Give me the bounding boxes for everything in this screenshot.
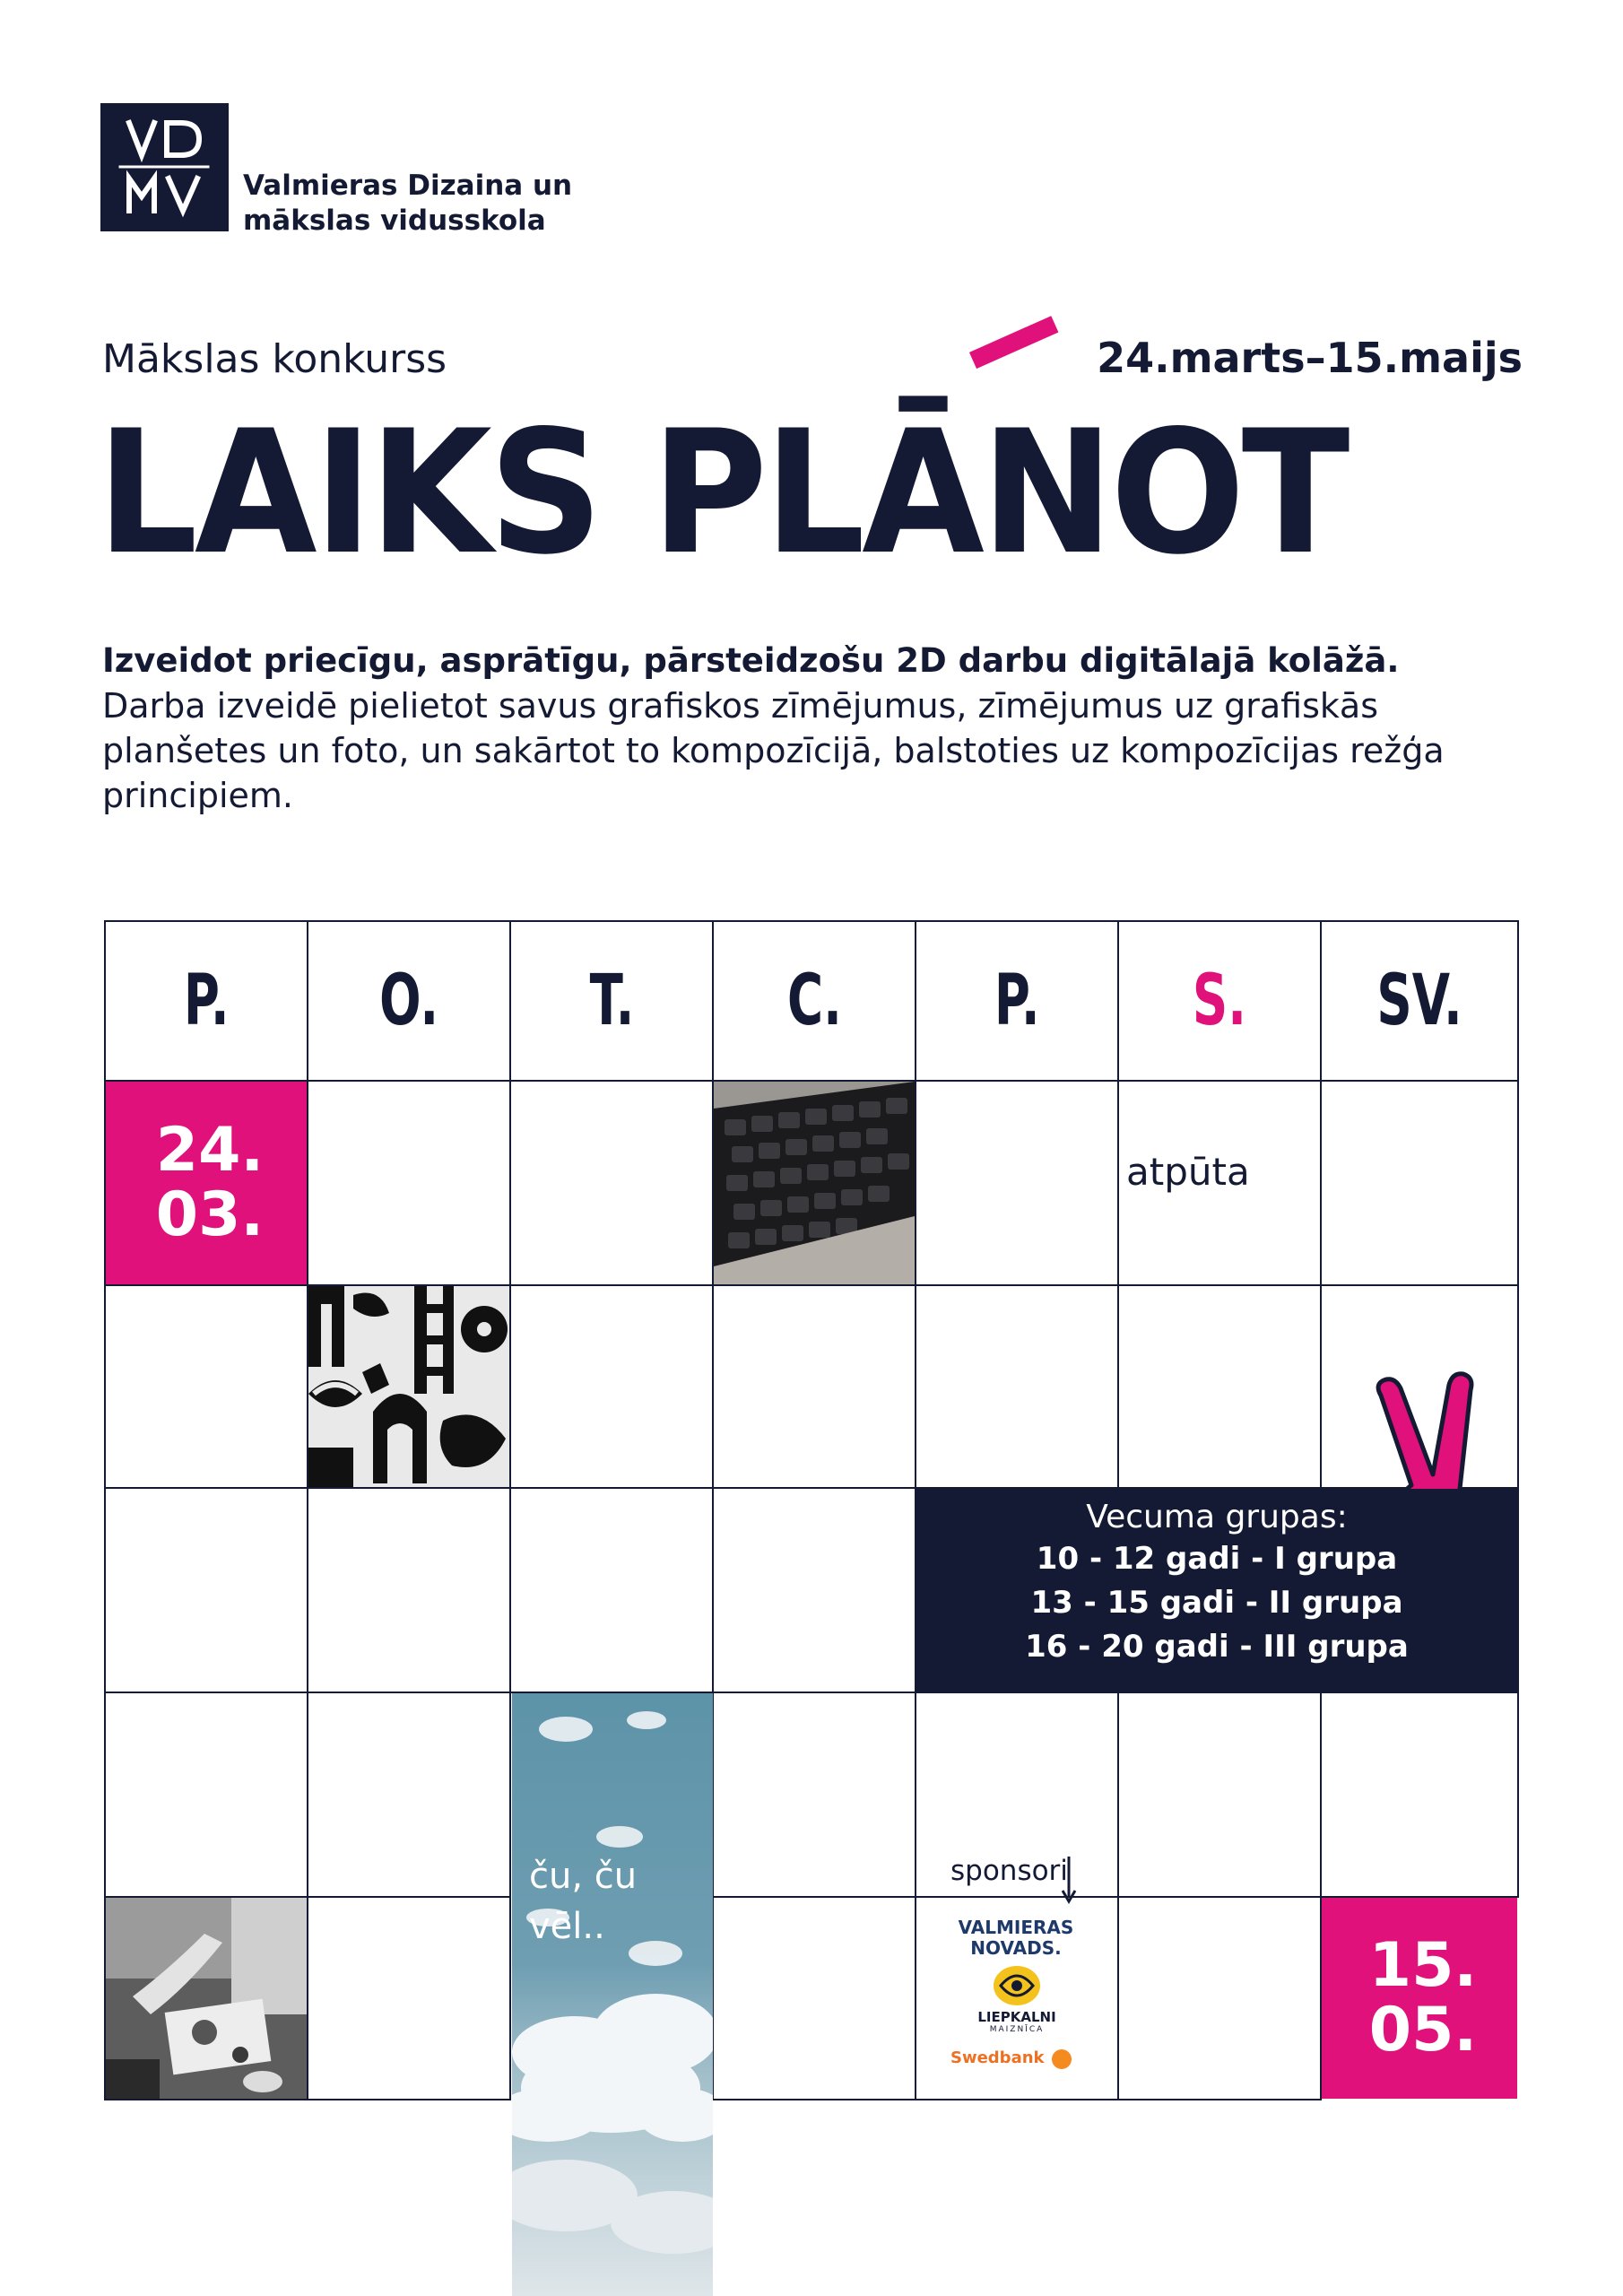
calendar-cell xyxy=(712,1896,916,2100)
age-group-row: 16 - 20 gadi - III grupa xyxy=(1025,1629,1409,1665)
calendar-cell xyxy=(104,1284,308,1489)
calendar-cell xyxy=(915,1284,1119,1489)
calendar-cell xyxy=(1320,1692,1519,1898)
calendar-cell xyxy=(104,1692,308,1898)
age-groups-box xyxy=(915,1489,1519,1692)
age-group-row: 10 - 12 gadi - I grupa xyxy=(1036,1541,1398,1577)
event-dates: 24.marts–15.maijs xyxy=(1097,334,1523,382)
day-header: C. xyxy=(712,920,916,1082)
sky-caption: ču, ču vēl.. xyxy=(529,1856,638,1947)
workshop-photo xyxy=(106,1898,307,2099)
calendar-cell xyxy=(307,1896,511,2100)
calendar-cell xyxy=(104,1487,308,1693)
sponsor-swedbank: Swedbank xyxy=(950,2048,1045,2067)
calendar-cell xyxy=(509,1487,714,1693)
sponsor-valmieras-novads: VALMIERAS NOVADS. xyxy=(958,1917,1074,1959)
intro-body-text: Darba izveidē pielietot savus grafiskos zīmējumus, zīmējumus uz grafiskās planšetes un foto, un sakārtot to kompozīcijā, balstoties uz kompozīcijas režģa principiem. xyxy=(102,686,1445,815)
calendar-cell xyxy=(307,1487,511,1693)
event-title: LAIKS PLĀNOT xyxy=(97,394,1347,592)
calendar-cell xyxy=(307,1692,511,1898)
arrow-down-icon xyxy=(1060,1857,1078,1905)
day-header: P. xyxy=(104,920,308,1082)
day-header: O. xyxy=(307,920,511,1082)
day-header-highlighted: S. xyxy=(1117,920,1322,1082)
calendar-cell xyxy=(712,1692,916,1898)
school-name: Valmieras Dizaina un mākslas vidusskola xyxy=(243,170,573,237)
swedbank-oak-icon xyxy=(1051,2048,1072,2070)
sponsor-liepkalni: LIEPKALNI MAIZNĪCA xyxy=(977,2009,1056,2034)
calendar-cell xyxy=(712,1487,916,1693)
calendar-cell xyxy=(915,1080,1119,1286)
day-header: T. xyxy=(509,920,714,1082)
calendar-grid xyxy=(104,920,1519,2100)
day-header: P. xyxy=(915,920,1119,1082)
calendar-cell xyxy=(307,1080,511,1286)
pattern-photo xyxy=(308,1286,509,1487)
age-group-row: 13 - 15 gadi - II grupa xyxy=(1030,1585,1403,1621)
end-date-cell: 15. 05. xyxy=(1322,1898,1517,2099)
title-accent-mark xyxy=(969,316,1058,369)
calendar-cell xyxy=(1320,1080,1519,1286)
sponsors-label: sponsori xyxy=(950,1855,1068,1887)
calendar-cell xyxy=(509,1284,714,1489)
intro-paragraph xyxy=(102,639,1537,818)
start-date-cell: 24. 03. xyxy=(106,1082,307,1284)
calendar-cell xyxy=(712,1284,916,1489)
rest-label: atpūta xyxy=(1126,1150,1250,1194)
sky-photo-column xyxy=(512,1693,713,2296)
event-subtitle: Mākslas konkurss xyxy=(102,336,447,382)
keyboard-photo xyxy=(714,1082,915,1284)
calendar-cell xyxy=(1117,1284,1322,1489)
calendar-cell xyxy=(509,1080,714,1286)
day-header: SV. xyxy=(1320,920,1519,1082)
age-groups-heading: Vecuma grupas: xyxy=(1086,1499,1348,1535)
calendar-cell xyxy=(1117,1692,1322,1898)
intro-bold-line: Izveidot priecīgu, asprātīgu, pārsteidzošu 2D darbu digitālajā kolāžā. xyxy=(102,641,1400,680)
school-logo xyxy=(100,103,229,231)
liepkalni-logo-icon xyxy=(992,1962,1042,2007)
calendar-cell xyxy=(1117,1896,1322,2100)
